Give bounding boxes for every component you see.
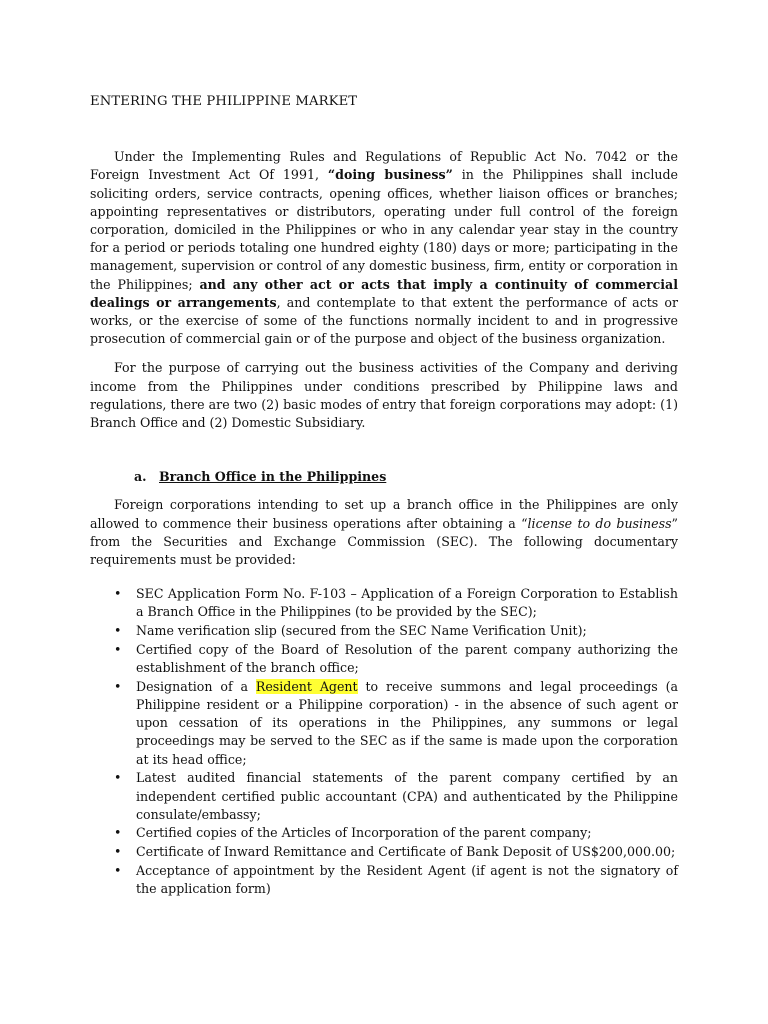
para3-license: license to do business <box>527 515 672 531</box>
bullet-icon: • <box>114 770 122 786</box>
list-item-text: Certified copy of the Board of Resolution of the parent company authorizing the establishment of the branch office; <box>136 641 678 676</box>
para3-end: ” from the Securities and Exchange Commission (SEC). The following documentary requirements must be provided: <box>90 515 678 568</box>
list-item-text: Acceptance of appointment by the Resident Agent (if agent is not the signatory of the application form) <box>136 862 678 897</box>
list-item <box>90 824 678 842</box>
para1-intro: Under the Implementing Rules and Regulations of Republic Act No. 7042 or the Foreign Investment Act Of 1991, <box>90 149 678 183</box>
paragraph-modes-of-entry: For the purpose of carrying out the business activities of the Company and deriving income from the Philippines under conditions prescribed by Philippine laws and regulations, there are two (2) basic modes of entry that foreign corporations may adopt: (1) Branch Office and (2) Domestic Subsidiary. <box>90 360 678 431</box>
requirements-list <box>90 585 678 898</box>
paragraph-license-requirement <box>90 496 678 569</box>
list-item-text: Certified copies of the Articles of Incorporation of the parent company; <box>136 825 592 841</box>
list-item-text: Certificate of Inward Remittance and Certificate of Bank Deposit of US$200,000.00; <box>136 844 676 860</box>
section-heading-text: Branch Office in the Philippines <box>159 469 387 485</box>
bullet-icon: • <box>114 862 122 878</box>
bullet-icon: • <box>114 825 122 841</box>
para1-middle: in the Philippines shall include soliciting orders, service contracts, opening offices, whether liaison offices or branches; appointing representatives or distributors, operating under full control of the foreign corporation, domiciled in the Philippines or who in any calendar year stay in the country for a period or periods totaling one hundred eighty (180) days or more; participating in the management, supervision or control of any domestic business, firm, entity or corporation in the Philippines; <box>90 167 679 292</box>
resident-agent-highlight: Resident Agent <box>255 678 358 694</box>
document-page <box>90 93 678 899</box>
list-item <box>90 678 678 769</box>
list-item-text-before: Designation of a <box>136 678 256 694</box>
bullet-icon: • <box>114 641 122 657</box>
list-item-text: SEC Application Form No. F-103 – Application of a Foreign Corporation to Establish a Branch Office in the Philippines (to be provided by the SEC); <box>136 586 678 620</box>
list-item <box>90 862 678 898</box>
bullet-icon: • <box>114 678 122 694</box>
list-item <box>90 843 678 861</box>
para1-emphasis: and any other act or acts that imply a continuity of commercial dealings or arrangements <box>90 276 678 310</box>
bullet-icon: • <box>114 623 122 639</box>
section-letter: a. <box>134 469 147 485</box>
section-heading-branch-office <box>90 468 678 486</box>
list-item <box>90 769 678 824</box>
list-item-text-after: to receive summons and legal proceedings (a Philippine resident or a Philippine corporation) - in the absence of such agent or upon cessation of its operations in the Philippines, any summons or legal proceedings may be served to the SEC as if the same is made upon the corporation at its head office; <box>136 678 678 767</box>
list-item-text: Latest audited financial statements of the parent company certified by an independent certified public accountant (CPA) and authenticated by the Philippine consulate/embassy; <box>136 770 678 822</box>
para1-end: , and contemplate to that extent the performance of acts or works, or the exercise of some of the functions normally incident to and in progressive prosecution of commercial gain or of the purpose and object of the business organization. <box>90 294 679 347</box>
list-item <box>90 622 678 640</box>
bullet-icon: • <box>114 586 122 602</box>
list-item-text: Name verification slip (secured from the SEC Name Verification Unit); <box>136 623 587 639</box>
list-item <box>90 641 678 677</box>
para3-intro: Foreign corporations intending to set up a branch office in the Philippines are only allowed to commence their business operations after obtaining a “ <box>90 497 678 531</box>
list-item <box>90 585 678 621</box>
para1-term: “doing business” <box>327 167 453 183</box>
bullet-icon: • <box>114 844 122 860</box>
document-title: ENTERING THE PHILIPPINE MARKET <box>90 94 358 109</box>
paragraph-doing-business <box>90 148 678 348</box>
